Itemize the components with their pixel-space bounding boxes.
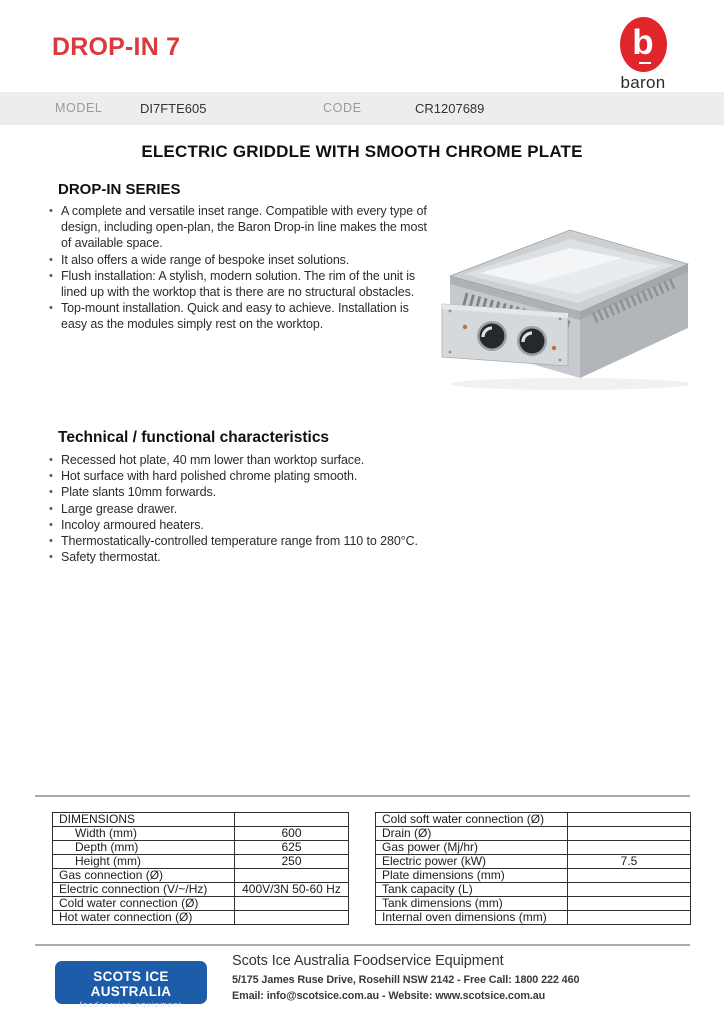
technical-heading: Technical / functional characteristics: [58, 429, 330, 446]
spec-label: Cold water connection (Ø): [53, 897, 235, 911]
baron-logo-underline: [639, 62, 651, 65]
spec-value: [235, 813, 349, 827]
technical-bullet: • Thermostatically-controlled temperature range from 110 to 280°C.: [48, 533, 500, 549]
spec-value: 400V/3N 50-60 Hz: [235, 883, 349, 897]
connections-table: [375, 812, 691, 925]
code-label: CODE: [323, 101, 362, 115]
spec-value: [568, 911, 691, 925]
page-title: DROP-IN 7: [52, 33, 181, 61]
spec-value: [568, 841, 691, 855]
series-bullet: • Flush installation: A stylish, modern solution. The rim of the unit is lined up with the worktop that is there are no structural obstacles.: [48, 268, 428, 300]
spec-label: Width (mm): [53, 827, 235, 841]
spec-label: Gas power (Mj/hr): [376, 841, 568, 855]
spec-label: Tank dimensions (mm): [376, 897, 568, 911]
baron-logo-letter: b: [632, 23, 654, 62]
table-row: [376, 855, 691, 869]
table-row: [376, 897, 691, 911]
scotsice-logo-subtitle: foodservice equipment: [79, 1000, 183, 1009]
spec-value: 600: [235, 827, 349, 841]
spec-label: Hot water connection (Ø): [53, 911, 235, 925]
series-bullet-list: [48, 203, 428, 333]
spec-value: 625: [235, 841, 349, 855]
spec-value: [235, 897, 349, 911]
spec-value: [568, 827, 691, 841]
scotsice-logo: [55, 961, 207, 1009]
spec-label: Height (mm): [53, 855, 235, 869]
spec-label: Depth (mm): [53, 841, 235, 855]
product-photo-griddle: [420, 208, 710, 396]
table-row: [53, 883, 349, 897]
series-bullet: • It also offers a wide range of bespoke inset solutions.: [48, 252, 428, 268]
table-row: [53, 911, 349, 925]
spec-label: Internal oven dimensions (mm): [376, 911, 568, 925]
technical-bullet: • Large grease drawer.: [48, 501, 500, 517]
spec-value: [568, 813, 691, 827]
table-row: [53, 813, 349, 827]
baron-logo-mark-icon: [620, 17, 667, 72]
baron-logo: [612, 17, 674, 93]
technical-bullet-list: [48, 452, 500, 565]
technical-bullet: • Incoloy armoured heaters.: [48, 517, 500, 533]
baron-logo-name: baron: [620, 73, 666, 92]
table-row: [376, 869, 691, 883]
footer-email-website: Email: info@scotsice.com.au - Website: www.scotsice.com.au: [232, 990, 546, 1002]
table-row: [53, 855, 349, 869]
technical-bullet: • Safety thermostat.: [48, 549, 500, 565]
table-row: [53, 827, 349, 841]
table-row: [53, 869, 349, 883]
model-label: MODEL: [55, 101, 103, 115]
spec-label: Electric power (kW): [376, 855, 568, 869]
divider-line: [35, 795, 690, 797]
table-row: [376, 827, 691, 841]
series-bullet: • A complete and versatile inset range. Compatible with every type of design, including open-plan, the Baron Drop-in line makes the most of available space.: [48, 203, 428, 252]
scotsice-logo-title: SCOTS ICE AUSTRALIA: [90, 969, 172, 999]
spec-value: 250: [235, 855, 349, 869]
series-heading: DROP-IN SERIES: [58, 181, 181, 198]
spec-label: Tank capacity (L): [376, 883, 568, 897]
spec-value: 7.5: [568, 855, 691, 869]
spec-value: [235, 911, 349, 925]
model-value: DI7FTE605: [140, 101, 207, 116]
table-row: [376, 883, 691, 897]
table-row: [376, 841, 691, 855]
dimensions-table: [52, 812, 349, 925]
spec-label: Cold soft water connection (Ø): [376, 813, 568, 827]
technical-bullet: • Recessed hot plate, 40 mm lower than worktop surface.: [48, 452, 500, 468]
product-title: ELECTRIC GRIDDLE WITH SMOOTH CHROME PLATE: [141, 142, 583, 161]
spec-label: Plate dimensions (mm): [376, 869, 568, 883]
table-row: [53, 841, 349, 855]
spec-label: Gas connection (Ø): [53, 869, 235, 883]
footer-company-name: Scots Ice Australia Foodservice Equipment: [232, 953, 504, 969]
spec-label: Drain (Ø): [376, 827, 568, 841]
series-bullet: • Top-mount installation. Quick and easy to achieve. Installation is easy as the modules simply rest on the worktop.: [48, 300, 428, 332]
spec-value: [568, 897, 691, 911]
table-row: [376, 813, 691, 827]
spec-label: DIMENSIONS: [53, 813, 235, 827]
technical-bullet: • Plate slants 10mm forwards.: [48, 484, 500, 500]
code-value: CR1207689: [415, 101, 485, 116]
footer-address: 5/175 James Ruse Drive, Rosehill NSW 2142 - Free Call: 1800 222 460: [232, 974, 580, 986]
spec-value: [235, 869, 349, 883]
footer-contact-block: [232, 953, 579, 1002]
technical-bullet: • Hot surface with hard polished chrome plating smooth.: [48, 468, 500, 484]
table-row: [376, 911, 691, 925]
table-row: [53, 897, 349, 911]
divider-line: [35, 944, 690, 946]
spec-value: [568, 883, 691, 897]
model-code-bar: [0, 92, 724, 125]
spec-label: Electric connection (V/~/Hz): [53, 883, 235, 897]
spec-value: [568, 869, 691, 883]
